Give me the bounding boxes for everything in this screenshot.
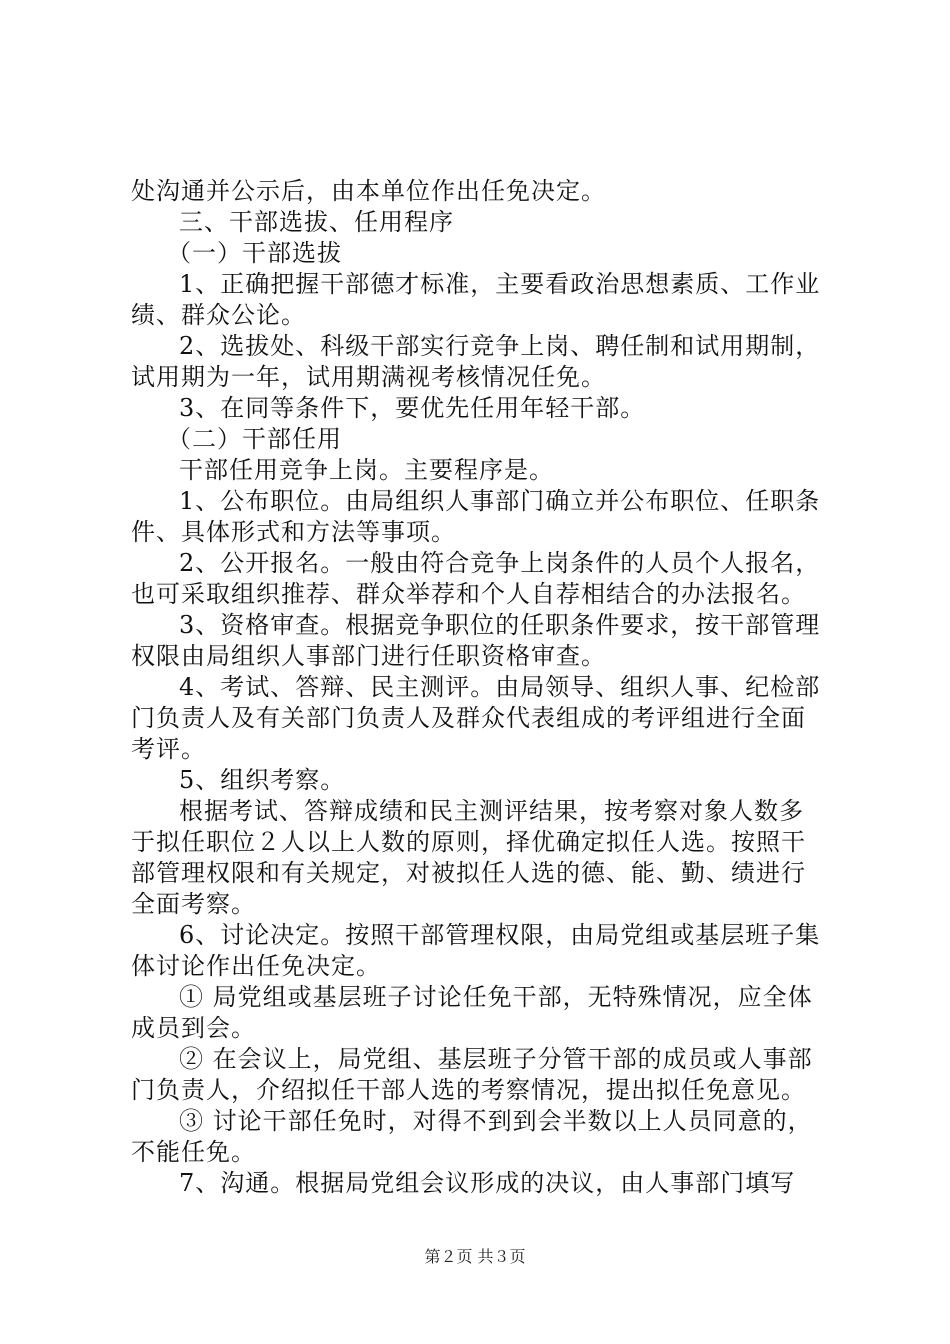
text-line: ② 在会议上，局党组、基层班子分管干部的成员或人事部 bbox=[179, 1045, 813, 1073]
text-line: 4、考试、答辩、民主测评。由局领导、组织人事、纪检部 bbox=[179, 673, 821, 701]
text-line: 也可采取组织推荐、群众举荐和个人自荐相结合的办法报名。 bbox=[131, 580, 806, 608]
text-line: 2、选拔处、科级干部实行竞争上岗、聘任制和试用期制， bbox=[179, 332, 821, 360]
text-line: ① 局党组或基层班子讨论任免干部，无特殊情况，应全体 bbox=[179, 983, 813, 1011]
text-line: 7、沟通。根据局党组会议形成的决议，由人事部门填写 bbox=[179, 1169, 796, 1197]
text-line: 处沟通并公示后，由本单位作出任免决定。 bbox=[131, 177, 606, 205]
text-line: 1、公布职位。由局组织人事部门确立并公布职位、任职条 bbox=[179, 487, 821, 515]
text-line: 1、正确把握干部德才标准，主要看政治思想素质、工作业 bbox=[179, 270, 821, 298]
text-line: 成员到会。 bbox=[131, 1014, 256, 1042]
text-line: 干部任用竞争上岗。主要程序是。 bbox=[179, 456, 554, 484]
document-body bbox=[131, 176, 831, 1199]
section-heading: 三、干部选拔、任用程序 bbox=[179, 208, 454, 236]
text-line: 绩、群众公论。 bbox=[131, 301, 306, 329]
text-line: 权限由局组织人事部门进行任职资格审查。 bbox=[131, 642, 606, 670]
text-line: 于拟任职位２人以上人数的原则，择优确定拟任人选。按照干 bbox=[131, 828, 806, 856]
text-line: 2、公开报名。一般由符合竞争上岗条件的人员个人报名， bbox=[179, 549, 821, 577]
text-line: 门负责人及有关部门负责人及群众代表组成的考评组进行全面 bbox=[131, 704, 806, 732]
text-line: 不能任免。 bbox=[131, 1138, 256, 1166]
text-line: 3、在同等条件下，要优先任用年轻干部。 bbox=[179, 394, 646, 422]
text-line: 根据考试、答辩成绩和民主测评结果，按考察对象人数多 bbox=[179, 797, 804, 825]
text-line: 考评。 bbox=[131, 735, 206, 763]
text-line: 6、讨论决定。按照干部管理权限，由局党组或基层班子集 bbox=[179, 921, 821, 949]
text-line: 试用期为一年，试用期满视考核情况任免。 bbox=[131, 363, 606, 391]
subsection-heading: （一）干部选拔 bbox=[167, 239, 342, 267]
text-line: 5、组织考察。 bbox=[179, 766, 346, 794]
text-line: ③ 讨论干部任免时，对得不到到会半数以上人员同意的， bbox=[179, 1107, 813, 1135]
text-line: 3、资格审查。根据竞争职位的任职条件要求，按干部管理 bbox=[179, 611, 821, 639]
text-line: 全面考察。 bbox=[131, 890, 256, 918]
text-line: 门负责人，介绍拟任干部人选的考察情况，提出拟任免意见。 bbox=[131, 1076, 806, 1104]
subsection-heading: （二）干部任用 bbox=[167, 425, 342, 453]
page-number-footer: 第２页 共３页 bbox=[424, 1247, 526, 1266]
text-line: 体讨论作出任免决定。 bbox=[131, 952, 381, 980]
text-line: 件、具体形式和方法等事项。 bbox=[131, 518, 456, 546]
text-line: 部管理权限和有关规定，对被拟任人选的德、能、勤、绩进行 bbox=[131, 859, 806, 887]
